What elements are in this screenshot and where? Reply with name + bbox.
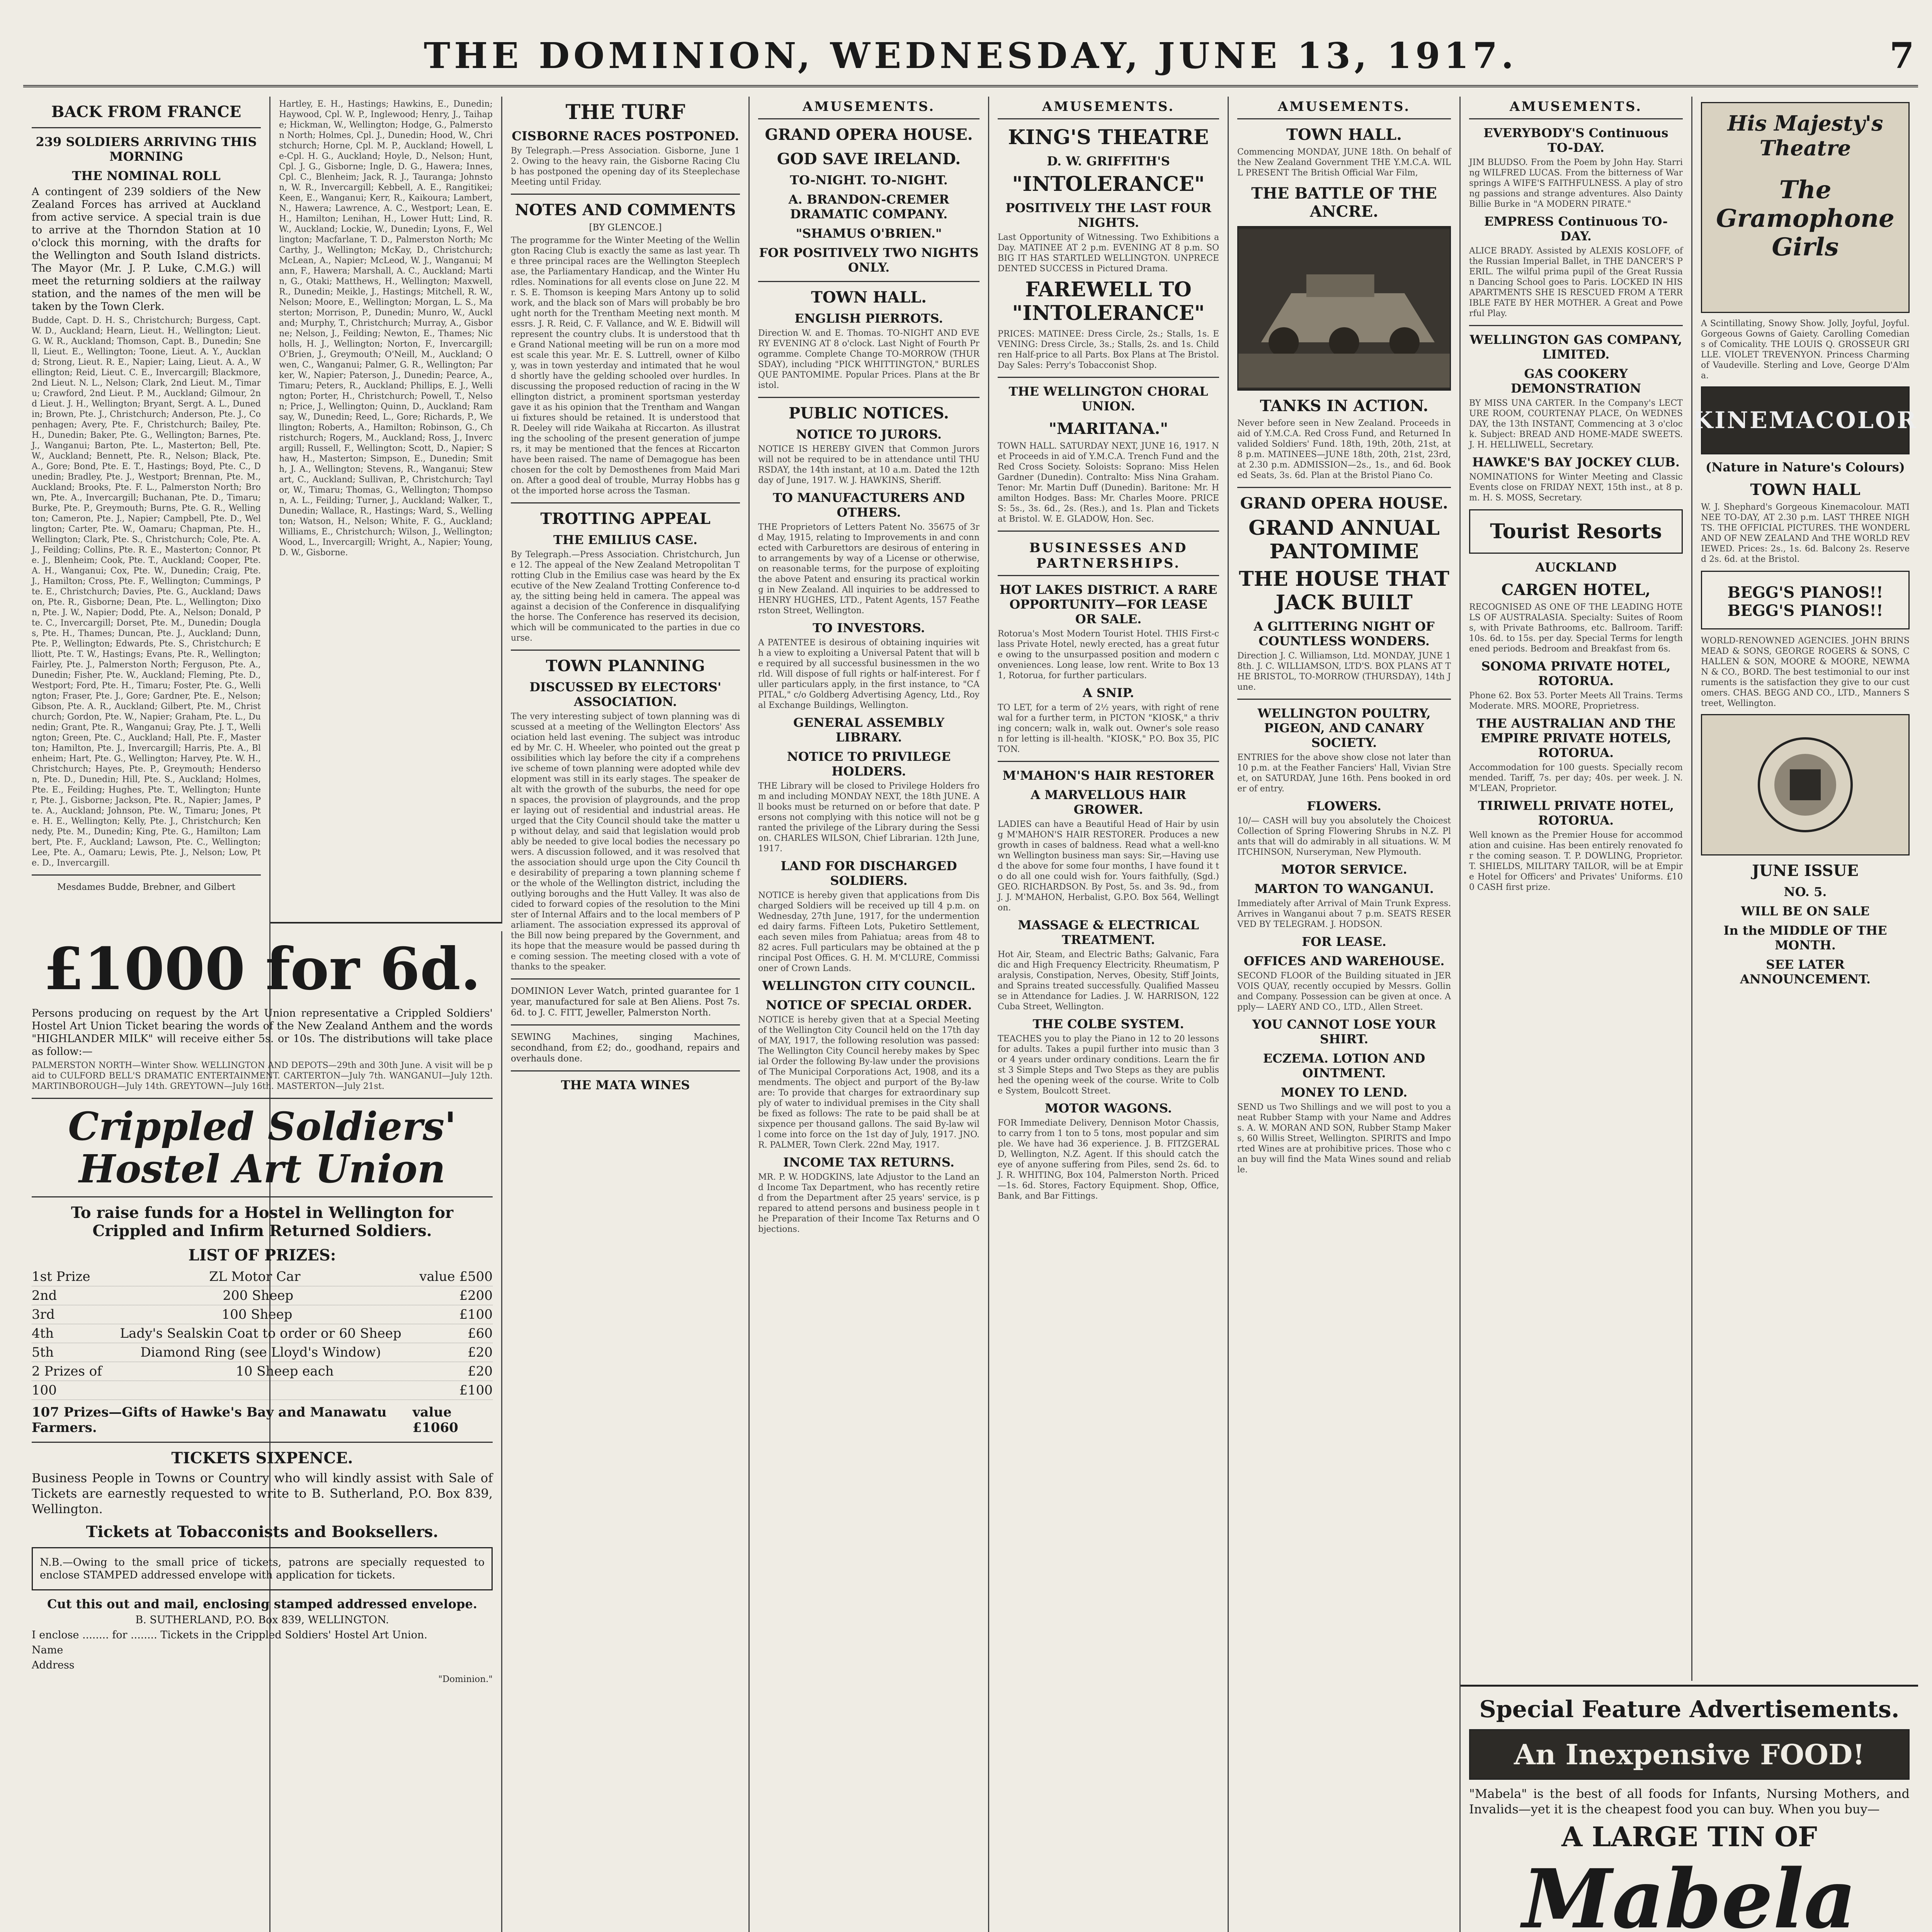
mabela-advert xyxy=(1461,1685,1918,1932)
tickets-body: Business People in Towns or Country who will kindly assist with Sale of Tickets are earnestly requested to write to B. Sutherland, P.O. Box 839, Wellington. xyxy=(32,1471,493,1516)
prize-row: 5th Diamond Ring (see Lloyd's Window) £20 xyxy=(32,1343,493,1362)
coupon-enclose: I enclose ........ for ........ Tickets in the Crippled Soldiers' Hostel Art Union. xyxy=(32,1629,427,1641)
notice-manufacturers: TO MANUFACTURERS AND OTHERS. xyxy=(773,490,965,520)
divider xyxy=(758,397,980,398)
nominal-roll-text: Budde, Capt. D. H. S., Christchurch; Burgess, Capt. W. D., Auckland; Hearn, Lieut. H., Wellington; Lieut. G. W. R., Auckland; Thomson, Capt. B., Dunedin; Snell, Lieut. E., Wellington; Toone, Lieut. A. Y., Auckland; Strong, Lieut. R. E., Napier; Laing, Lieut. A. A., Wellington; Reid, Lieut. C. E., Invercargill; Blackmore, 2nd Lieut. N. L., Nelson; Clark, 2nd Lieut. M., Timaru; Crawford, 2nd Lieut. P. M., Auckland; Gilmour, 2nd Lieut. J. H., Wellington; Bryant, Sergt. A. L., Dunedin; Brown, Pte. J., Christchurch; Anderson, Pte. J., Copenhagen; Avery, Pte. F., Christchurch; Bailey, Pte. H., Dunedin; Baker, Pte. G., Wellington; Barnes, Pte. J., Wanganui; Barton, Pte. L., Masterton; Bell, Pte. W., Auckland; Bennett, Pte. R., Nelson; Black, Pte. A., Gore; Bond, Pte. E. T., Hastings; Boyd, Pte. C., Dunedin; Bradley, Pte. J., Westport; Brennan, Pte. M., Auckland; Brooks, Pte. F. L., Palmerston North; Brown, Pte. A., Invercargill; Buchanan, Pte. D., Timaru; Burke, Pte. P., Greymouth; Burns, Pte. G. R., Wellington; Cameron, Pte. J., Napier; Campbell, Pte. D., Wellington; Carter, Pte. W., Oamaru; Chapman, Pte. H., Wellington; Clark, Pte. S., Christchurch; Cole, Pte. A. J., Feilding; Collins, Pte. R. E., Masterton; Connor, Pte. J., Blenheim; Cook, Pte. T., Auckland; Cooper, Pte. A. H., Wanganui; Cox, Pte. W., Dunedin; Craig, Pte. J., Hamilton; Cross, Pte. F., Wellington; Cummings, Pte. E., Christchurch; Davies, Pte. G., Auckland; Dawson, Pte. R., Gisborne; Dean, Pte. L., Wellington; Dixon, Pte. J. W., Napier; Dodd, Pte. A., Nelson; Donald, Pte. C., Invercargill; Dorset, Pte. M., Dunedin; Douglas, Pte. H., Thames; Duncan, Pte. J., Auckland; Dunn, Pte. P., Wellington; Edwards, Pte. S., Christchurch; Elliott, Pte. T. W., Hastings; Evans, Pte. R., Wellington; Fairley, Pte. J., Palmerston North; Ferguson, Pte. A., Dunedin; Fisher, Pte. W., Auckland; Fleming, Pte. D., Westport; Ford, Pte. H., Timaru; Foster, Pte. G., Wellington; Fraser, Pte. J., Gore; Gardner, Pte. E., Nelson; Gibson, Pte. A. R., Auckland; Gilbert, Pte. M., Christchurch; Gordon, Pte. W., Napier; Graham, Pte. L., Dunedin; Grant, Pte. R., Wanganui; Gray, Pte. J. T., Wellington; Green, Pte. C., Auckland; Hall, Pte. F., Masterton; Hamilton, Pte. J., Invercargill; Harris, Pte. A., Blenheim; Hart, Pte. G., Wellington; Harvey, Pte. W. H., Christchurch; Hayes, Pte. P., Greymouth; Henderson, Pte. D., Dunedin; Hill, Pte. S., Auckland; Holmes, Pte. E., Feilding; Hughes, Pte. T., Wellington; Hunter, Pte. J., Gisborne; Jackson, Pte. R., Napier; James, Pte. A., Auckland; Johnson, Pte. W., Timaru; Jones, Pte. H. E., Wellington; Kelly, Pte. J., Christchurch; Kennedy, Pte. M., Dunedin; King, Pte. G., Hamilton; Lambert, Pte. F., Auckland; Lawson, Pte. C., Wellington; Lee, Pte. A., Oamaru; Lewis, Pte. J., Nelson; Low, Pte. D., Invercargill. xyxy=(32,316,261,868)
art-union-purpose: To raise funds for a Hostel in Wellington for Crippled and Infirm Returned Soldiers. xyxy=(71,1204,454,1240)
divider xyxy=(511,194,740,195)
snip-text: TO LET, for a term of 2½ years, with right of renewal for a further term, in PICTON "KIOSK," a thriving concern; walk in, walk out. Owner's sole reason for letting is ill-health. "KIOSK," P.O. Box 35, PICTON. xyxy=(998,703,1219,754)
town-planning-text: The very interesting subject of town planning was discussed at a meeting of the Wellington Electors' Association held last evening. The subject was introduced by Mr. C. H. Wheeler, who pointed out the great possibilities which lay before the city if a comprehensive scheme of town planning were adopted while development was still in its early stages. The speaker dealt with the growth of the suburbs, the need for open spaces, the provision of playgrounds, and the proper laying out of residential and industrial areas. He urged that the City Council should take the matter up without delay, and said that legislation would probably be needed to give local bodies the necessary powers. A discussion followed, and it was resolved that the association should urge upon the City Council the desirability of preparing a town planning scheme for the whole of the Wellington district, including the outlying boroughs and the Hutt Valley. It was also decided to forward copies of the resolution to the Minister of Internal Affairs and to the local members of Parliament. The association expressed its approval of the Bill now being prepared by the Government, and its hope that the measure would be passed during the coming session. The meeting closed with a vote of thanks to the speaker. xyxy=(511,712,740,972)
notice-investors-text: A PATENTEE is desirous of obtaining inquiries with a view to exploiting a Universal Patent that will be required by all successful businessmen in the world. Will dispose of full rights or half-interest. For fuller particulars apply, in the first instance, to "CAPITAL," c/o Goldberg Advertising Agency, Ltd., Royal Exchange Buildings, Wellington. xyxy=(758,638,980,710)
for-lease: FOR LEASE. xyxy=(1302,934,1386,949)
divider xyxy=(998,377,1219,378)
column-4 xyxy=(750,97,989,1932)
town-hall: TOWN HALL xyxy=(1750,481,1861,499)
tickets-where: Tickets at Tobacconists and Booksellers. xyxy=(86,1523,439,1541)
art-union-advert xyxy=(23,931,502,1932)
intolerance-text: Last Opportunity of Witnessing. Two Exhibitions a Day. MATINEE AT 2 p.m. EVENING AT 8 p.m. SO BIG IT HAS STARTLED WELLINGTON. UNPRECEDENTED SUCCESS in Pictured Drama. xyxy=(998,233,1219,274)
gramophone-title: The Gramophone Girls xyxy=(1716,175,1895,262)
library: GENERAL ASSEMBLY LIBRARY. xyxy=(793,715,944,745)
journal-illustration xyxy=(1701,714,1910,855)
empress: EMPRESS Continuous TO-DAY. xyxy=(1484,214,1668,243)
god-save-ireland: GOD SAVE IRELAND. xyxy=(777,150,961,168)
begg-box xyxy=(1701,571,1910,629)
two-nights: FOR POSITIVELY TWO NIGHTS ONLY. xyxy=(759,245,979,275)
massage-text: Hot Air, Steam, and Electric Baths; Galvanic, Faradic and High Frequency Electricity. Rheumatism, Paralysis, Constipation, Nerves, Obesity, Stiff Joints, and Sprains treated successfully. Qualified Masseuse in Attendance for Ladies. J. W. HARRISON, 122 Cuba Street, Wellington. xyxy=(998,950,1219,1012)
library-text: THE Library will be closed to Privilege Holders from and including MONDAY NEXT, the 18th JUNE. All books must be returned on or before that date. Persons not complying with this notice will not be granted the privilege of the Library during the Session. CHARLES WILSON, Chief Librarian. 12th June, 1917. xyxy=(758,781,980,854)
notice-jurors-text: NOTICE IS HEREBY GIVEN that Common Jurors will not be required to be in attendance until THURSDAY, the 14th instant, at 10 a.m. Dated the 12th day of June, 1917. W. J. HAWKINS, Sheriff. xyxy=(758,444,980,485)
pantomime-text: Direction J. C. Williamson, Ltd. MONDAY, JUNE 18th. J. C. WILLIAMSON, LTD'S. BOX PLANS AT THE BRISTOL, TO-MORROW (THURSDAY), 14th June. xyxy=(1237,651,1451,692)
nb-box xyxy=(32,1547,493,1590)
prize-row: 4th Lady's Sealskin Coat to order or 60 Sheep £60 xyxy=(32,1324,493,1343)
hair-restorer: M'MAHON'S HAIR RESTORER xyxy=(1002,768,1214,783)
masthead xyxy=(23,35,1918,87)
nb-text: N.B.—Owing to the small price of tickets, patrons are specially requested to enclose STAMPED addressed envelope with application for tickets. xyxy=(40,1556,485,1581)
food-banner xyxy=(1469,1729,1910,1780)
hair-grower: A MARVELLOUS HAIR GROWER. xyxy=(1031,787,1186,817)
gas-demo: GAS COOKERY DEMONSTRATION xyxy=(1510,366,1641,396)
divider xyxy=(511,650,740,651)
city-council: WELLINGTON CITY COUNCIL. xyxy=(762,978,976,993)
poultry-society: WELLINGTON POULTRY, PIGEON, AND CANARY SOCIETY. xyxy=(1257,706,1431,750)
nature-colours: (Nature in Nature's Colours) xyxy=(1706,460,1905,474)
grand-opera: GRAND OPERA HOUSE. xyxy=(1240,494,1448,512)
sale-when: In the MIDDLE OF THE MONTH. xyxy=(1723,923,1887,952)
poultry-text: ENTRIES for the above show close not later than 10 p.m. at the Feather Fanciers' Hall, Vivian Street, on SATURDAY, June 16th. Pens booked in order of entry. xyxy=(1237,753,1451,794)
tickets-heading: TICKETS SIXPENCE. xyxy=(171,1449,353,1467)
tirewell-text: Well known as the Premier House for accommodation and cuisine. Has been entirely renovated for the coming season. T. P. DOWLING, Proprietor. T. SHIELDS, MILITARY TAILOR, will be at Empire Hotel for Officers' and Privates' Uniforms. £100 CASH first prize. xyxy=(1469,830,1683,892)
special-order-text: NOTICE is hereby given that at a Special Meeting of the Wellington City Council held on the 17th day of MAY, 1917, the following resolution was passed: The Wellington City Council hereby makes by Special Order the following By-law under the provisions of The Municipal Corporations Act, 1908, and its amendments. The object and purport of the By-law are: To provide that charges for extraordinary supply of water to individual premises in the City shall be fixed as follows: The rate to be paid shall be at sixpence per thousand gallons. The said By-law will come into force on the 1st day of July, 1917. JNO. R. PALMER, Town Clerk. 22nd May, 1917. xyxy=(758,1015,980,1150)
opera-house: GRAND OPERA HOUSE. xyxy=(765,126,973,144)
subhead: 239 SOLDIERS ARRIVING THIS MORNING xyxy=(36,134,257,164)
roll-heading: THE NOMINAL ROLL xyxy=(72,168,221,183)
coupon-address: B. SUTHERLAND, P.O. Box 839, WELLINGTON. xyxy=(135,1614,389,1626)
shirt-advert: YOU CANNOT LOSE YOUR SHIRT. xyxy=(1252,1017,1436,1046)
kings-theatre: KING'S THEATRE xyxy=(1008,126,1209,149)
special-feature: Special Feature Advertisements. xyxy=(1479,1696,1900,1723)
tank-icon xyxy=(1238,227,1450,389)
divider xyxy=(1237,487,1451,488)
misc-text: SEND us Two Shillings and we will post to you a neat Rubber Stamp with your Name and Address. A. W. MORAN AND SON, Rubber Stamp Makers, 60 Willis Street, Wellington. SPIRITS and Imported Wines are at prohibitive prices. Those who can buy will find the Mata Wines sound and reliable. xyxy=(1237,1102,1451,1175)
farewell-title: FAREWELL TO "INTOLERANCE" xyxy=(1012,278,1205,325)
town-planning-heading: TOWN PLANNING xyxy=(546,657,705,675)
colbe-system: THE COLBE SYSTEM. xyxy=(1032,1017,1184,1031)
dramatic-company: A. BRANDON-CREMER DRAMATIC COMPANY. xyxy=(788,192,949,221)
tonight: TO-NIGHT. TO-NIGHT. xyxy=(790,173,948,187)
motor-service-text: Immediately after Arrival of Main Trunk Express. Arrives in Wanganui about 7 p.m. SEATS RESERVED BY TELEGRAM. J. HODSON. xyxy=(1237,899,1451,929)
gramophone-text: A Scintillating, Snowy Show. Jolly, Joyful, Joyful. Gorgeous Gowns of Gaiety. Carolling Comedians of Comicality. THE LOUIS Q. GROSSEUR GRILLE. VIOLET TREVENYON. Princess Charming of Vaudeville. Sterling and Love, George D'Alma. xyxy=(1701,319,1910,381)
divider xyxy=(1469,325,1683,326)
tirewell-hotel: TIRIWELL PRIVATE HOTEL, ROTORUA. xyxy=(1478,798,1674,828)
motor-wagons: MOTOR WAGONS. xyxy=(1045,1101,1172,1116)
column-6 xyxy=(1229,97,1461,1932)
australian-hotel: THE AUSTRALIAN AND THE EMPIRE PRIVATE HOTELS, ROTORUA. xyxy=(1476,716,1675,760)
flowers: FLOWERS. xyxy=(1306,799,1382,813)
town-hall: TOWN HALL. xyxy=(1286,126,1402,144)
auckland: AUCKLAND xyxy=(1535,560,1617,575)
section-head: AMUSEMENTS. xyxy=(1469,97,1683,119)
divider xyxy=(758,281,980,282)
hawkes-text: NOMINATIONS for Winter Meeting and Classic Events close on FRIDAY NEXT, 15th inst., at 8 p.m. H. S. MOSS, Secretary. xyxy=(1469,472,1683,503)
notice-jurors: NOTICE TO JURORS. xyxy=(796,427,942,442)
notes-text: The programme for the Winter Meeting of the Wellington Racing Club is exactly the same as last year. The three principal races are the Wellington Steeplechase, the Parliamentary Handicap, and the Winter Hurdles. Nominations for all events close on June 22. Mr. S. E. Thomson is keeping Mars Antony up to solid work, and the black son of Mars will probably be brought north for the Trentham Meeting next month. Messrs. J. R. Reid, C. F. Vallance, and W. E. Bidwill will represent the country clubs. It is understood that the Grand National meeting will be run on a more modest scale this year. Mr. E. S. Luttrell, owner of Kilboy, was in town yesterday and intimated that he would shortly have the gelding schooled over hurdles. In discussing the proposed reduction of racing in the Wellington district, a prominent sportsman yesterday gave it as his opinion that the Trentham and Wanganui fixtures should be retained. It is understood that R. Deeley will ride Waikaha at Riccarton. As illustrating the schooling of the present generation of jumpers, it may be mentioned that the fences at Riccarton have been raised. The name of Demagogue has been chosen for the colt by Demosthenes from Maid Marion. After a good deal of trouble, Murray Hobbs has got the imported horse across the Tasman. xyxy=(511,236,740,496)
kinemacolor-title: KINEMACOLOR xyxy=(1692,407,1918,434)
notice-investors: TO INVESTORS. xyxy=(813,621,925,635)
last-four-nights: POSITIVELY THE LAST FOUR NIGHTS. xyxy=(1005,201,1211,230)
money-lend: MONEY TO LEND. xyxy=(1281,1085,1408,1100)
nominal-roll-continued: Hartley, E. H., Hastings; Hawkins, E., Dunedin; Haywood, Cpl. W. P., Inglewood; Henry, J., Taihape; Hickman, W., Wellington; Hodge, G., Palmerston North; Holmes, Cpl. J., Dunedin; Hood, W., Christchurch; Horne, Cpl. M. P., Auckland; Howell, Le-Cpl. H. G., Auckland; Hoyle, D., Nelson; Hunt, Cpl. J. G., Gisborne; Ingle, D. G., Hawera; Innes, Cpl. C., Blenheim; Jack, R. J., Tauranga; Johnston, W. R., Invercargill; Kebbell, A. E., Rangitikei; Keen, E., Wanganui; Kerr, R., Kaikoura; Lambert, N., Hawera; Lawrence, A. C., Westport; Lean, E. H., Hamilton; Lenihan, H., Lower Hutt; Lind, R. W., Auckland; Lockie, W., Dunedin; Lyons, F., Wellington; Macfarlane, T. D., Palmerston North; McCarthy, J., Wellington; McKay, D., Christchurch; McLean, A., Napier; McLeod, W. J., Wanganui; Mann, F., Hawera; Marshall, A. C., Auckland; Martin, G., Otaki; Matthews, H., Wellington; Maxwell, R., Dunedin; Meikle, J., Hastings; Mitchell, R. W., Nelson; Moore, E., Wellington; Morgan, L. S., Masterton; Morrison, P., Dunedin; Munro, W., Auckland; Murphy, T., Christchurch; Murray, A., Gisborne; Nelson, J., Feilding; Newton, E., Thames; Nicholls, H. J., Wellington; Norton, F., Invercargill; O'Brien, J., Greymouth; O'Neill, M., Auckland; Owen, C., Wanganui; Palmer, G. R., Wellington; Parker, W., Napier; Paterson, J., Dunedin; Pearce, A., Timaru; Peters, R., Auckland; Phillips, E. J., Wellington; Porter, H., Christchurch; Powell, T., Nelson; Price, J., Wellington; Quinn, D., Auckland; Ramsay, W., Dunedin; Reed, L., Gore; Richards, P., Wellington; Roberts, A., Hamilton; Robinson, G., Christchurch; Rogers, M., Auckland; Ross, J., Invercargill; Russell, F., Wellington; Scott, D., Napier; Shaw, H., Masterton; Simpson, E., Dunedin; Smith, J. A., Wellington; Stevens, R., Wanganui; Stewart, C., Auckland; Sullivan, P., Christchurch; Taylor, W., Timaru; Thomas, G., Wellington; Thompson, A. L., Feilding; Turner, J., Auckland; Walker, T., Dunedin; Wallace, R., Hastings; Ward, S., Wellington; Watson, H., Nelson; White, F. G., Auckland; Williams, E., Christchurch; Wilson, J., Wellington; Wood, L., Invercargill; Wright, A., Napier; Young, D. W., Gisborne. xyxy=(279,99,493,558)
divider xyxy=(998,761,1219,762)
income-tax-text: MR. P. W. HODGKINS, late Adjustor to the Land and Income Tax Department, who has recently retired from the Department after 25 years' service, is prepared to attend persons and business people in the Preparation of their Income Tax Returns and Objections. xyxy=(758,1172,980,1234)
sonoma-text: Phone 62. Box 53. Porter Meets All Trains. Terms Moderate. MRS. MOORE, Proprietress. xyxy=(1469,691,1683,711)
divider xyxy=(32,1442,493,1443)
art-union-title: Crippled Soldiers' Hostel Art Union xyxy=(68,1104,456,1192)
mabela-logo: Mabela xyxy=(1522,1851,1857,1932)
sewing-advert: SEWING Machines, singing Machines, secondhand, from £2; do., goodhand, repairs and overhauls done. xyxy=(511,1032,740,1064)
farewell-prices: PRICES: MATINEE: Dress Circle, 2s.; Stalls, 1s. EVENING: Dress Circle, 3s.; Stalls, 2s. and 1s. Children Half-price to all Parts. Box Plans at The Bristol. Day Sales: Perry's Tobacconist Shop. xyxy=(998,329,1219,370)
trotting-text: By Telegraph.—Press Association. Christchurch, June 12. The appeal of the New Zealand Metropolitan Trotting Club in the Emilius case was heard by the Executive of the New Zealand Trotting Conference to-day, the sitting being held in camera. The appeal was against a decision of the Conference in disqualifying the horse. The Conference has reserved its decision, which will be communicated to the parties in due course. xyxy=(511,550,740,643)
town-planning-sub: DISCUSSED BY ELECTORS' ASSOCIATION. xyxy=(529,680,721,709)
column-8 xyxy=(1692,97,1918,1681)
presents: D. W. GRIFFITH'S xyxy=(1047,154,1170,168)
war-film-text: Commencing MONDAY, JUNE 18th. On behalf of the New Zealand Government THE Y.M.C.A. WILL PRESENT The British Official War Film, xyxy=(1237,147,1451,178)
sonoma: SONOMA PRIVATE HOTEL, ROTORUA. xyxy=(1481,659,1671,688)
begg-text: WORLD-RENOWNED AGENCIES. JOHN BRINSMEAD & SONS, GEORGE ROGERS & SONS, CHALLEN & SON, MOORE & MOORE, NEWMAN & CO., BORD. The best testimonial to our instruments is the satisfaction they give to our customers. CHAS. BEGG AND CO., LTD., Manners Street, Wellington. xyxy=(1701,636,1910,708)
kinemacolor-banner xyxy=(1692,386,1918,454)
town-hall: TOWN HALL. xyxy=(811,288,927,306)
jack-built: THE HOUSE THAT JACK BUILT xyxy=(1239,567,1449,614)
pierrots-text: Direction W. and E. Thomas. TO-NIGHT AND EVERY EVENING AT 8 o'clock. Last Night of Fourth Programme. Complete Change TO-MORROW (THURSDAY), including "PICK WHITTINGTON," BURLESQUE PANTOMIME. Popular Prices. Plans at the Bristol. xyxy=(758,328,980,390)
turf-headline: THE TURF xyxy=(565,100,685,124)
notes-byline: [BY GLENCOE.] xyxy=(589,223,662,233)
english-pierrots: ENGLISH PIERROTS. xyxy=(794,311,943,326)
divider xyxy=(32,1098,493,1099)
art-union-intro: Persons producing on request by the Art Union representative a Crippled Soldiers' Hostel Art Union Ticket bearing the words of the New Zealand Anthem and the words "HIGHLANDER MILK" will receive either 5s. or 10s. The distributions will take place as follow:— xyxy=(32,1007,493,1058)
divider xyxy=(511,1070,740,1071)
prize-footer: 107 Prizes—Gifts of Hawke's Bay and Manawatu Farmers. value £1060 xyxy=(32,1405,458,1435)
choral-text: TOWN HALL. SATURDAY NEXT, JUNE 16, 1917. Net Proceeds in aid of Y.M.C.A. Trench Fund and the Red Cross Society. Soloists: Soprano: Miss Helen Gardner (Dunedin). Contralto: Miss Nina Graham. Tenor: Mr. Martin Duff (Dunedin). Baritone: Mr. Hamilton Hodges. Bass: Mr. Charles Moore. PRICES: 5s., 3s. 6d., 2s. (Res.), and 1s. Plan and Tickets at Bristol. W. E. GLADOW, Hon. Sec. xyxy=(998,441,1219,524)
land-soldiers-text: NOTICE is hereby given that applications from Discharged Soldiers will be received up till 4 p.m. on Wednesday, 27th June, 1917, for the undermentioned dairy farms. Fifteen Lots, Puketiro Settlement, each seven miles from Pahiatua; areas from 48 to 82 acres. Full particulars may be obtained at the principal Post Offices. G. H. M. M'CLURE, Commissioner of Crown Lands. xyxy=(758,891,980,973)
prizes-heading: LIST OF PRIZES: xyxy=(188,1246,336,1264)
tanks-in-action: TANKS IN ACTION. xyxy=(1260,397,1429,415)
special-order: NOTICE OF SPECIAL ORDER. xyxy=(765,998,972,1012)
prize-row: 100 £100 xyxy=(32,1381,493,1400)
tanks-text: Never before seen in New Zealand. Proceeds in aid of Y.M.C.A. Red Cross Fund, and Returned Invalided Soldiers' Fund. 18th, 19th, 20th, 21st, at 8 p.m. MATINEES—JUNE 18th, 20th, 21st, 23rd, at 2.30 p.m. ADMISSION—2s., 1s., and 6d. Booked Seats, 3s. 6d. Plan at the Bristol Piano Co. xyxy=(1237,418,1451,480)
art-union-distributions: PALMERSTON NORTH—Winter Show. WELLINGTON AND DEPOTS—29th and 30th June. A visit will be paid to CULFORD BELL'S DRAMATIC ENTERTAINMENT. CARTERTON—July 7th. WANGANUI—July 12th. MARTINBOROUGH—July 14th. GREYTOWN—July 16th. MASTERTON—July 21st. xyxy=(32,1061,493,1091)
notes-heading: NOTES AND COMMENTS xyxy=(515,201,736,219)
snip: A SNIP. xyxy=(1082,685,1134,700)
headline: BACK FROM FRANCE xyxy=(51,103,242,121)
journal-emblem-icon xyxy=(1747,727,1863,843)
column-3 xyxy=(502,97,750,1932)
coupon-source: "Dominion." xyxy=(438,1674,493,1684)
section-head: AMUSEMENTS. xyxy=(1237,97,1451,119)
section-head: AMUSEMENTS. xyxy=(998,97,1219,119)
column-5 xyxy=(989,97,1229,1932)
divider xyxy=(32,127,261,128)
motor-service: MOTOR SERVICE. xyxy=(1281,862,1407,877)
divider xyxy=(511,1024,740,1026)
divider xyxy=(511,502,740,503)
cargen-text: RECOGNISED AS ONE OF THE LEADING HOTELS OF AUSTRALASIA. Specialty: Suites of Rooms, with Private Bathrooms, etc. Ballroom. Tariff: 10s. 6d. to 15s. per day. Special Terms for lengthened periods. Bedroom and Breakfast from 6s. xyxy=(1469,602,1683,654)
issue-no: NO. 5. xyxy=(1784,884,1827,899)
kinemacolor-text: W. J. Shephard's Gorgeous Kinemacolour. MATINEE TO-DAY, AT 2.30 p.m. LAST THREE NIGHTS. THE OFFICIAL PICTURES. THE WONDERLAND OF NEW ZEALAND And THE WORLD REVIEWED. Prices: 2s., 1s. 6d. Balcony 2s. Reserved 2s. 6d. at the Bristol. xyxy=(1701,502,1910,564)
prize-row: 1st Prize ZL Motor Car value £500 xyxy=(32,1267,493,1286)
prize-row: 2nd 200 Sheep £200 xyxy=(32,1286,493,1305)
on-sale: WILL BE ON SALE xyxy=(1741,904,1870,918)
see-later: SEE LATER ANNOUNCEMENT. xyxy=(1740,957,1871,986)
prize-row: 3rd 100 Sheep £100 xyxy=(32,1305,493,1324)
begg-pianos: BEGG'S PIANOS!! BEGG'S PIANOS!! xyxy=(1727,583,1883,620)
watch-advert: DOMINION Lever Watch, printed guarantee for 1 year, manufactured for sale at Ben Aliens. Post 7s. 6d. to J. C. FITT, Jeweller, Palmerston North. xyxy=(511,986,740,1018)
shamus: "SHAMUS O'BRIEN." xyxy=(796,226,942,241)
public-notices: PUBLIC NOTICES. xyxy=(789,404,949,422)
cutout-text: Cut this out and mail, enclosing stamped addressed envelope. xyxy=(47,1597,477,1611)
divider xyxy=(511,978,740,980)
mabela-intro: "Mabela" is the best of all foods for Infants, Nursing Mothers, and Invalids—yet it is the cheapest food you can buy. When you buy— xyxy=(1469,1786,1910,1816)
large-tin: A LARGE TIN OF xyxy=(1561,1821,1817,1853)
mata-wines-advert: THE MATA WINES xyxy=(561,1078,690,1092)
prize-list xyxy=(32,1267,493,1400)
trotting-sub: THE EMILIUS CASE. xyxy=(553,532,697,547)
eczema-advert: ECZEMA. LOTION AND OINTMENT. xyxy=(1263,1051,1425,1080)
land-soldiers: LAND FOR DISCHARGED SOLDIERS. xyxy=(781,859,957,888)
motor-text: FOR Immediate Delivery, Dennison Motor Chassis, to carry from 1 ton to 5 tons, most popular and simple. We have had 36 experience. J. B. FITZGERALD, Wellington, N.Z. Agent. If this should catch the eye of anyone suffering from Piles, send 2s. 6d. to J. R. WHITING, Box 104, Palmerston North. Priced—1s. 6d. Stores, Factory Equipment. Shop, Office, Bank, and Bar Fittings. xyxy=(998,1118,1219,1201)
lease-text: SECOND FLOOR of the Building situated in JERVOIS QUAY, recently occupied by Messrs. Gollin and Company. Possession can be given at once. Apply— LAERY AND CO., LTD., Allen Street. xyxy=(1237,971,1451,1012)
notice-manufacturers-text: THE Proprietors of Letters Patent No. 35675 of 3rd May, 1915, relating to Improvements in and connected with Carburettors are desirous of entering into arrangements by way of a License or otherwise, on reasonable terms, for the purpose of exploiting the above Patent and ensuring its practical working in New Zealand. All inquiries to be addressed to HENRY HUGHES, LTD., Patent Agents, 157 Featherston Street, Wellington. xyxy=(758,522,980,616)
section-head: BUSINESSES AND PARTNERSHIPS. xyxy=(998,538,1219,576)
prize-row: 2 Prizes of 10 Sheep each £20 xyxy=(32,1362,493,1381)
section-head: AMUSEMENTS. xyxy=(758,97,980,119)
column-7 xyxy=(1461,97,1692,1681)
turf-story: By Telegraph.—Press Association. Gisborne, June 12. Owing to the heavy rain, the Gisborne Racing Club has postponed the opening day of its Steeplechase Meeting until Friday. xyxy=(511,146,740,187)
glitter: A GLITTERING NIGHT OF COUNTLESS WONDERS. xyxy=(1253,619,1435,648)
divider xyxy=(32,1196,493,1197)
article-intro: A contingent of 239 soldiers of the New Zealand Forces has arrived at Auckland from active service. A special train is due to arrive at the Thorndon Station at 10 o'clock this morning, with the drafts for the Wellington and South Island districts. The Mayor (Mr. J. P. Luke, C.M.G.) will meet the returning soldiers at the railway station, and the names of the men will be taken by the Town Clerk. xyxy=(32,186,261,313)
gas-company: WELLINGTON GAS COMPANY, LIMITED. xyxy=(1469,332,1682,362)
intolerance-title: "INTOLERANCE" xyxy=(1012,172,1205,196)
pantomime: GRAND ANNUAL PANTOMIME xyxy=(1248,516,1440,563)
divider xyxy=(32,874,261,876)
hotel-lease: HOT LAKES DISTRICT. A RARE OPPORTUNITY—FOR LEASE OR SALE. xyxy=(999,582,1218,626)
tank-illustration xyxy=(1237,226,1451,391)
australian-text: Accommodation for 100 guests. Specially recommended. Tariff, 7s. per day; 40s. per week. J. N. M'LEAN, Proprietor. xyxy=(1469,763,1683,793)
june-issue: JUNE ISSUE xyxy=(1752,862,1859,880)
majesty-advert xyxy=(1701,102,1910,313)
divider xyxy=(1237,699,1451,700)
divider xyxy=(998,531,1219,532)
hotel-text: Rotorua's Most Modern Tourist Hotel. THIS First-class Private Hotel, newly erected, has a great future owing to the unsurpassed position and modern conveniences. Long lease, low rent. Write to Box 131, Rotorua, for further particulars. xyxy=(998,629,1219,680)
masthead-title: THE DOMINION, WEDNESDAY, JUNE 13, 1917. xyxy=(423,35,1518,77)
page-number: 7 xyxy=(1889,35,1914,77)
cargen-hotel: CARGEN HOTEL, xyxy=(1501,581,1651,599)
battle-ancre: THE BATTLE OF THE ANCRE. xyxy=(1251,184,1437,221)
hawkes-bay: HAWKE'S BAY JOCKEY CLUB. xyxy=(1472,455,1680,469)
marton-wanganui: MARTON TO WANGANUI. xyxy=(1254,881,1434,896)
choral-union: THE WELLINGTON CHORAL UNION. xyxy=(1009,384,1208,413)
gas-text: BY MISS UNA CARTER. In the Company's LECTURE ROOM, COURTENAY PLACE, On WEDNESDAY, the 13th INSTANT, Commencing at 3 o'clock. Subject: BREAD AND HOME-MADE SWEETS. J. H. HELLIWELL, Secretary. xyxy=(1469,398,1683,450)
coupon-name-label: Name xyxy=(32,1644,63,1656)
roll-footer: Mesdames Budde, Brebner, and Gilbert xyxy=(57,882,236,892)
art-union-big-title: £1000 for 6d. xyxy=(43,935,481,1003)
coupon-address-label: Address xyxy=(32,1659,75,1671)
massage: MASSAGE & ELECTRICAL TREATMENT. xyxy=(1018,918,1199,947)
income-tax: INCOME TAX RETURNS. xyxy=(783,1155,955,1170)
colbe-text: TEACHES you to play the Piano in 12 to 20 lessons for adults. Takes a pupil further into music than 3 or 4 years under ordinary conditions. Learn the first 3 Simple Steps and Two Steps as they are published the opening week of the course. Write to Colbe System, Boulcott Street. xyxy=(998,1034,1219,1096)
turf-sub: CISBORNE RACES POSTPONED. xyxy=(512,129,739,143)
tourist-box xyxy=(1469,509,1683,554)
everybodys: EVERYBODY'S Continuous TO-DAY. xyxy=(1483,126,1668,155)
trotting-heading: TROTTING APPEAL xyxy=(540,510,711,528)
flowers-text: 10/— CASH will buy you absolutely the Choicest Collection of Spring Flowering Shrubs in N.Z. Plants that will do admirably in all situations. W. MITCHINSON, Nurseryman, New Plymouth. xyxy=(1237,816,1451,857)
library-sub: NOTICE TO PRIVILEGE HOLDERS. xyxy=(787,749,951,779)
empress-text: ALICE BRADY. Assisted by ALEXIS KOSLOFF, of the Russian Imperial Ballet, in THE DANCER'S PERIL. The wilful prima pupil of the Great Russian Dancing School goes to Paris. LOCKED IN HIS APARTMENTS SHE IS RESCUED FROM A TERRIBLE FATE BY HER MOTHER. A Great and Powerful Play. xyxy=(1469,246,1683,318)
hair-text: LADIES can have a Beautiful Head of Hair by using M'MAHON'S HAIR RESTORER. Produces a new growth in cases of baldness. Read what a well-known Wellington business man says: Sir,—Having used the above for some four months, I have found it to do all one could wish for. Yours faithfully, (Sgd.) GEO. RICHARDSON. By Post, 5s. and 3s. 9d., from J. J. M'MAHON, Herbalist, G.P.O. Box 564, Wellington. xyxy=(998,820,1219,913)
column-2 xyxy=(270,97,502,923)
majesty-title: His Majesty's Theatre xyxy=(1727,111,1883,160)
maritana: "MARITANA." xyxy=(1048,420,1168,438)
inexpensive-food: An Inexpensive FOOD! xyxy=(1514,1738,1865,1771)
everybodys-text: JIM BLUDSO. From the Poem by John Hay. Starring WILFRED LUCAS. From the bitterness of War springs A WIFE'S FAITHFULNESS. A play of strong passions and strange adventures. Also Dainty Billie Burke in "A MODERN PIRATE." xyxy=(1469,158,1683,209)
offices-warehouse: OFFICES AND WAREHOUSE. xyxy=(1243,954,1445,968)
tourist-resorts: Tourist Resorts xyxy=(1490,520,1662,543)
